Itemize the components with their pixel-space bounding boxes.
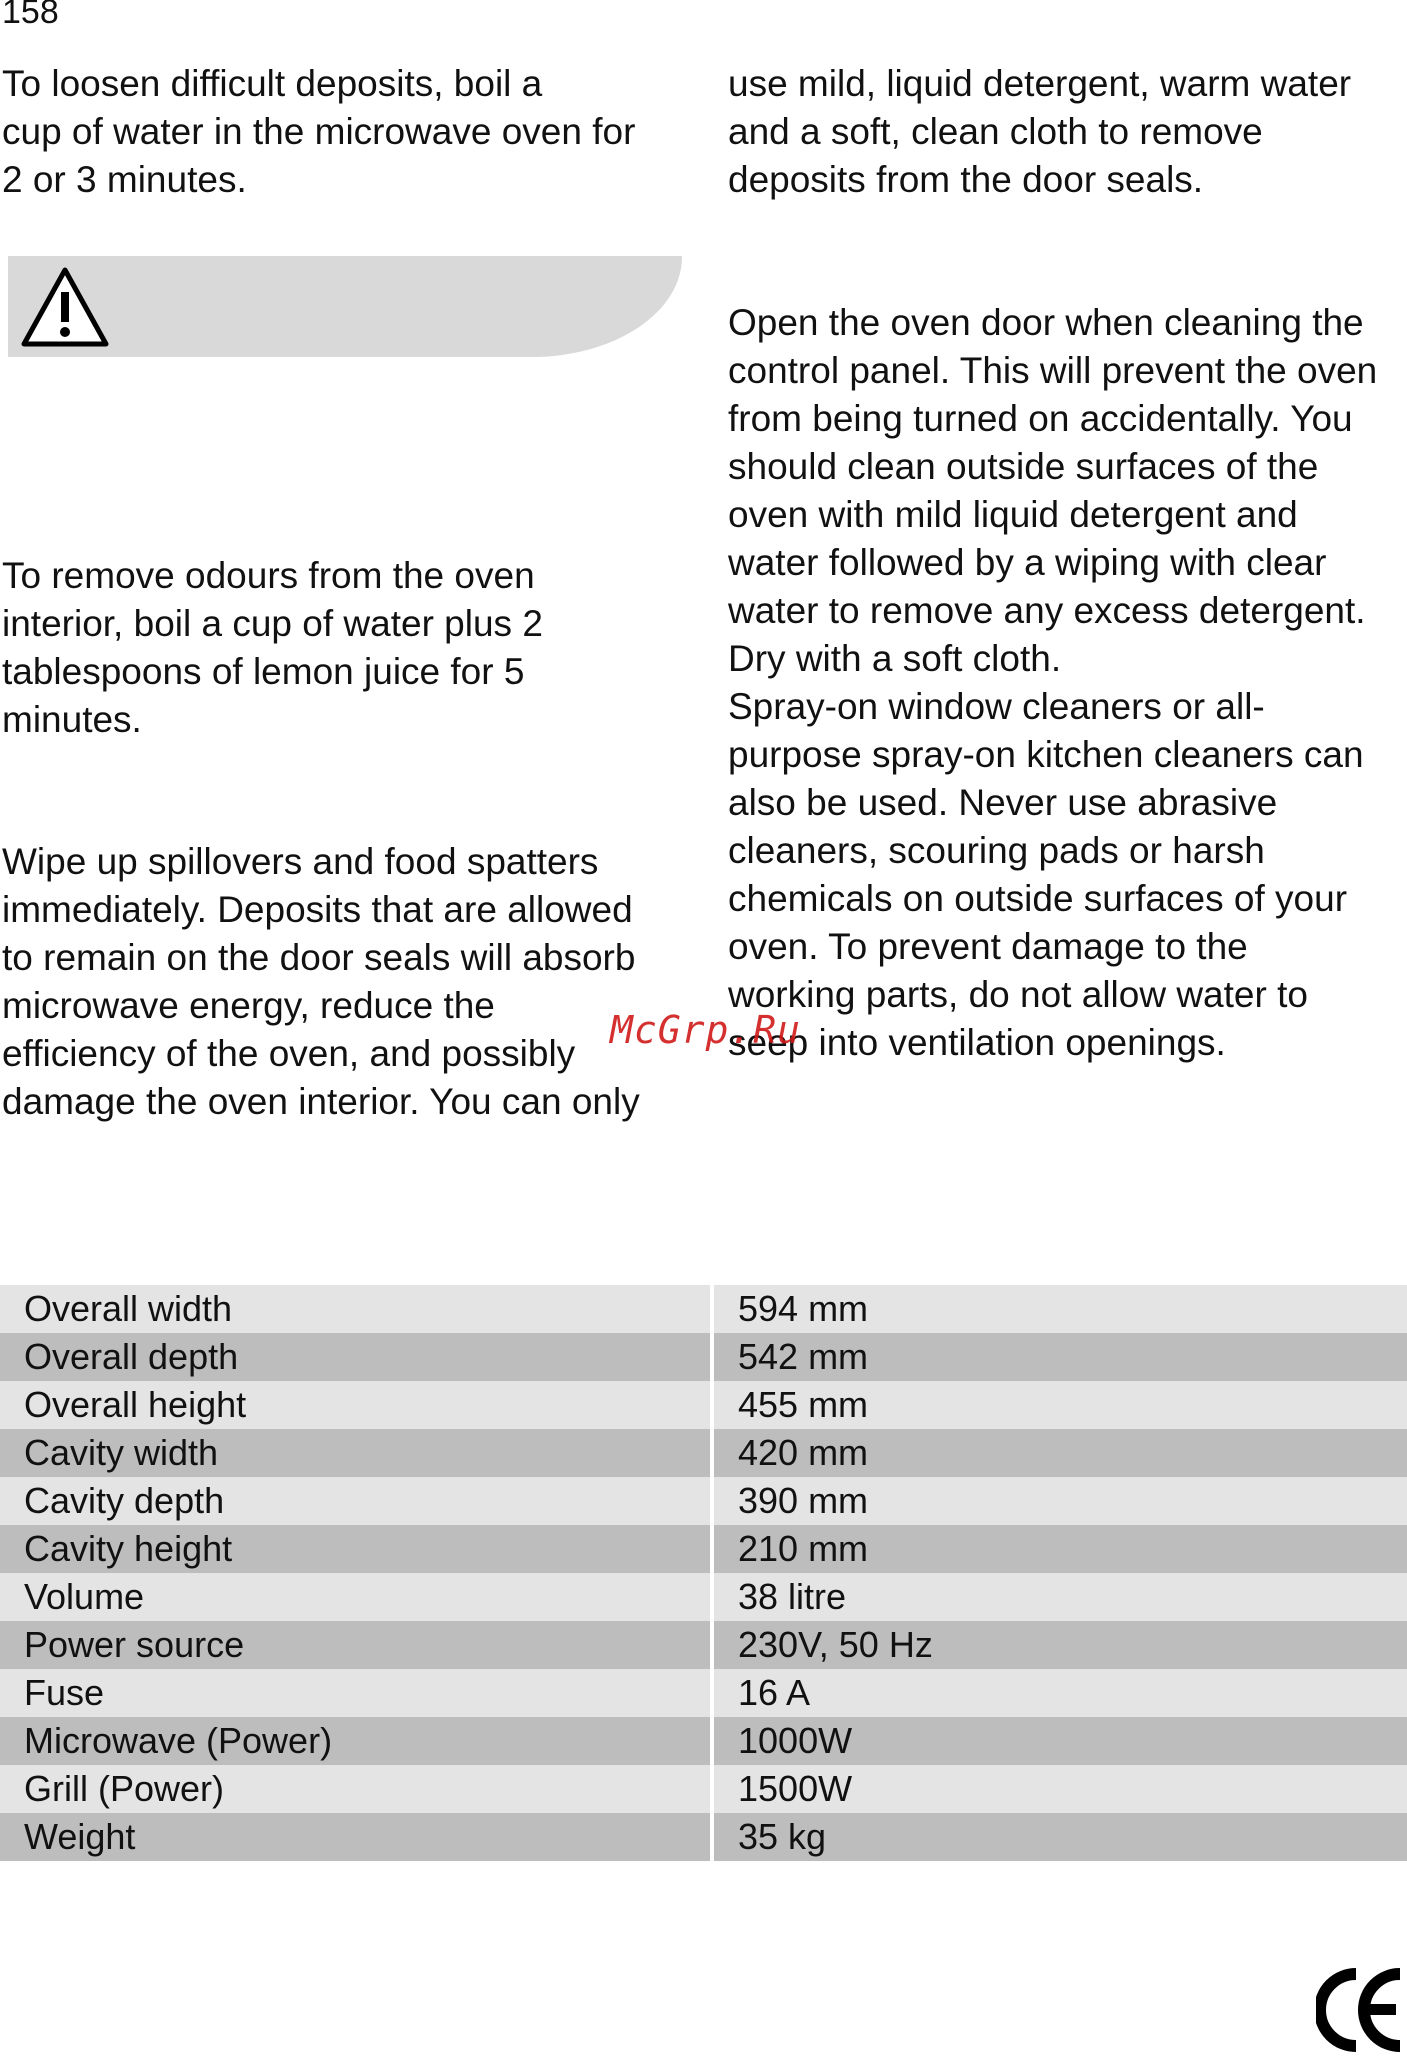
table-row <box>0 1573 1407 1621</box>
spec-value: 35 kg <box>710 1813 1407 1861</box>
table-row <box>0 1717 1407 1765</box>
table-row <box>0 1477 1407 1525</box>
spec-value: 210 mm <box>710 1525 1407 1573</box>
spec-label: Grill (Power) <box>0 1765 710 1813</box>
spec-value: 16 A <box>710 1669 1407 1717</box>
spec-label: Volume <box>0 1573 710 1621</box>
table-row <box>0 1813 1407 1861</box>
specifications-table <box>0 1285 1407 1861</box>
paragraph-door-seals: use mild, liquid detergent, warm water and a soft, clean cloth to remove deposits from the door seals. <box>728 63 1352 200</box>
spec-label: Microwave (Power) <box>0 1717 710 1765</box>
paragraph-wipe-spillovers: Wipe up spillovers and food spatters immediately. Deposits that are allowed to remain on the door seals will absorb microwave energy, reduce the efficiency of the oven, and possibly damage the oven interior. You can only <box>2 841 640 1122</box>
spec-value: 594 mm <box>710 1285 1407 1333</box>
spec-value: 542 mm <box>710 1333 1407 1381</box>
spec-value: 38 litre <box>710 1573 1407 1621</box>
paragraph-loosen-deposits: To loosen difficult deposits, boil a cup of water in the microwave oven for 2 or 3 minutes. <box>2 63 636 200</box>
spec-label: Cavity height <box>0 1525 710 1573</box>
spec-value: 1500W <box>710 1765 1407 1813</box>
table-row <box>0 1669 1407 1717</box>
ce-mark-icon <box>1316 1966 1404 2054</box>
table-row <box>0 1765 1407 1813</box>
spec-label: Fuse <box>0 1669 710 1717</box>
spec-label: Overall height <box>0 1381 710 1429</box>
table-row <box>0 1621 1407 1669</box>
spec-value: 230V, 50 Hz <box>710 1621 1407 1669</box>
spec-label: Cavity width <box>0 1429 710 1477</box>
spec-value: 1000W <box>710 1717 1407 1765</box>
table-row <box>0 1333 1407 1381</box>
page-number: 158 <box>2 0 59 31</box>
spec-label: Cavity depth <box>0 1477 710 1525</box>
table-row <box>0 1381 1407 1429</box>
watermark: McGrp.Ru <box>610 1008 802 1052</box>
table-row <box>0 1285 1407 1333</box>
spec-label: Overall width <box>0 1285 710 1333</box>
spec-label: Power source <box>0 1621 710 1669</box>
spec-value: 420 mm <box>710 1429 1407 1477</box>
paragraph-remove-odours: To remove odours from the oven interior, boil a cup of water plus 2 tablespoons of lemon juice for 5 minutes. <box>2 555 543 740</box>
warning-triangle-icon <box>20 264 110 350</box>
warning-band <box>8 256 682 357</box>
spec-value: 390 mm <box>710 1477 1407 1525</box>
spec-label: Weight <box>0 1813 710 1861</box>
paragraph-control-panel: Open the oven door when cleaning the control panel. This will prevent the oven from being turned on accidentally. You should clean outside surfaces of the oven with mild liquid detergent and water followed by a wiping with clear water to remove any excess detergent. Dry with a soft cloth. Spray-on window cleaners or all- purpose spray-on kitchen cleaners can also be used. Never use abrasive cleaners, scouring pads or harsh chemicals on outside surfaces of your oven. To prevent damage to the working parts, do not allow water to seep into ventilation openings. <box>728 302 1378 1063</box>
table-row <box>0 1429 1407 1477</box>
table-row <box>0 1525 1407 1573</box>
spec-value: 455 mm <box>710 1381 1407 1429</box>
spec-label: Overall depth <box>0 1333 710 1381</box>
